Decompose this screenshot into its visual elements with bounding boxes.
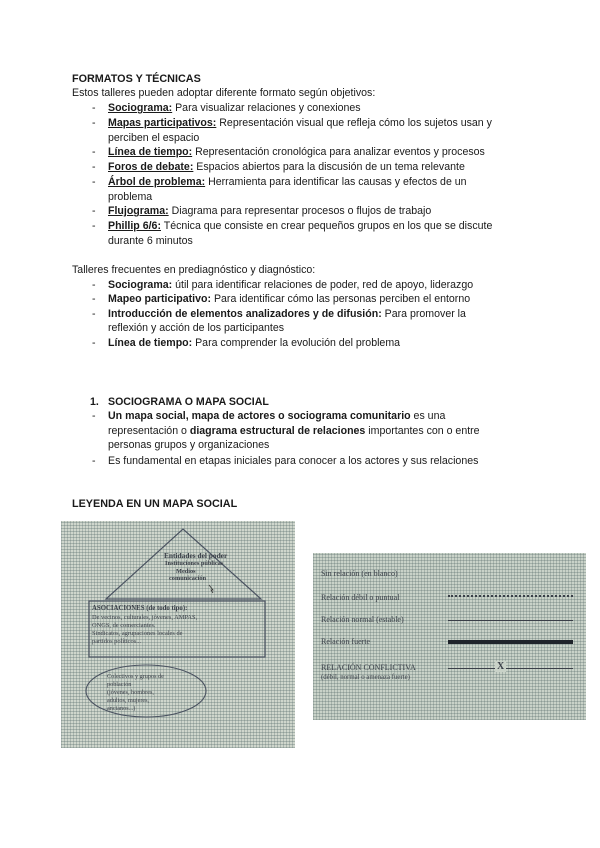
- box-label: partidos políticos...: [92, 638, 141, 645]
- oval-label: adultos, mujeres,: [107, 697, 150, 704]
- list-item: Línea de tiempo: Representación cronológica para analizar eventos y procesos: [108, 146, 485, 158]
- triangle-label: Medios: [176, 568, 196, 575]
- dotted-line-sample: [448, 595, 573, 597]
- triangle-label: comunicación: [169, 575, 207, 582]
- cursor-mark: [209, 585, 213, 593]
- list-item: Foros de debate: Espacios abiertos para la discusión de un tema relevante: [108, 161, 465, 173]
- list-dash: -: [92, 455, 96, 467]
- legend-heading: LEYENDA EN UN MAPA SOCIAL: [72, 498, 238, 510]
- list-dash: -: [92, 337, 96, 349]
- list-item: Sociograma: Para visualizar relaciones y conexiones: [108, 102, 361, 114]
- list-dash: -: [92, 293, 96, 305]
- box-label: Sindicatos, agrupaciones locales de: [92, 630, 183, 637]
- section-intro: Estos talleres pueden adoptar diferente formato según objetivos:: [72, 87, 376, 99]
- list-item-continuation: personas grupos y organizaciones: [108, 439, 270, 451]
- list-dash: -: [92, 205, 96, 217]
- list-item-continuation: reflexión y acción de los participantes: [108, 322, 285, 334]
- triangle-label: Entidades del poder: [164, 551, 228, 560]
- conflict-x-mark: X: [497, 661, 505, 672]
- list-item: Introducción de elementos analizadores y de difusión: Para promover la: [108, 308, 466, 320]
- list-item: Mapas participativos: Representación visual que refleja cómo los sujetos usan y: [108, 117, 492, 129]
- list-item: Flujograma: Diagrama para representar procesos o flujos de trabajo: [108, 205, 432, 217]
- list-item: Mapeo participativo: Para identificar cómo las personas perciben el entorno: [108, 293, 471, 305]
- thick-line-sample: [448, 640, 573, 644]
- list-dash: -: [92, 102, 96, 114]
- conflict-line-sample: [448, 668, 573, 669]
- legend-row-sublabel: (débil, normal o amenaza fuerte): [321, 674, 410, 681]
- list-item: Phillip 6/6: Técnica que consiste en crear pequeños grupos en los que se discute: [108, 220, 493, 232]
- list-item-continuation: durante 6 minutos: [108, 235, 193, 247]
- list-dash: -: [92, 279, 96, 291]
- numbered-heading-number: 1.: [90, 396, 99, 408]
- box-label: ASOCIACIONES (de todo tipo):: [92, 605, 188, 612]
- section-heading-formatos: FORMATOS Y TÉCNICAS: [72, 73, 201, 85]
- legend-row-label: Sin relación (en blanco): [321, 569, 398, 578]
- list-item: Árbol de problema: Herramienta para identificar las causas y efectos de un: [108, 176, 467, 188]
- list-item: Línea de tiempo: Para comprender la evolución del problema: [108, 337, 401, 349]
- oval-label: población: [107, 681, 132, 688]
- triangle-label: Instituciones públicas: [165, 560, 224, 567]
- relationship-legend-photo: [313, 553, 586, 720]
- legend-row-label: RELACIÓN CONFLICTIVA: [321, 663, 416, 672]
- list-item: Es fundamental en etapas iniciales para conocer a los actores y sus relaciones: [108, 455, 479, 467]
- oval-label: (jóvenes, hombres,: [107, 689, 154, 696]
- thin-line-sample: [448, 620, 573, 621]
- list-dash: -: [92, 161, 96, 173]
- list-dash: -: [92, 117, 96, 129]
- list-dash: -: [92, 308, 96, 320]
- legend-row-label: Relación fuerte: [321, 637, 371, 646]
- list-item-continuation: problema: [108, 191, 153, 203]
- social-map-photo: [61, 521, 295, 748]
- section-intro-diagnostico: Talleres frecuentes en prediagnóstico y diagnóstico:: [72, 264, 316, 276]
- list-item-continuation: representación o diagrama estructural de relaciones importantes con o entre: [108, 425, 480, 437]
- list-dash: -: [92, 146, 96, 158]
- legend-row-label: Relación normal (estable): [321, 615, 404, 624]
- list-item: Sociograma: útil para identificar relaciones de poder, red de apoyo, liderazgo: [108, 279, 474, 291]
- list-dash: -: [92, 410, 96, 422]
- oval-label: Colectivos y grupos de: [107, 673, 164, 680]
- oval-label: ancianos...): [107, 705, 136, 712]
- legend-row-label: Relación débil o puntual: [321, 593, 400, 602]
- list-dash: -: [92, 176, 96, 188]
- numbered-heading: SOCIOGRAMA O MAPA SOCIAL: [108, 396, 269, 408]
- list-dash: -: [92, 220, 96, 232]
- list-item: Un mapa social, mapa de actores o sociograma comunitario es una: [108, 410, 446, 422]
- box-label: De vecinos, culturales, jóvenes, AMPAS,: [92, 614, 198, 621]
- list-item-continuation: perciben el espacio: [108, 132, 200, 144]
- box-label: ONGS, de comerciantes.: [92, 622, 156, 629]
